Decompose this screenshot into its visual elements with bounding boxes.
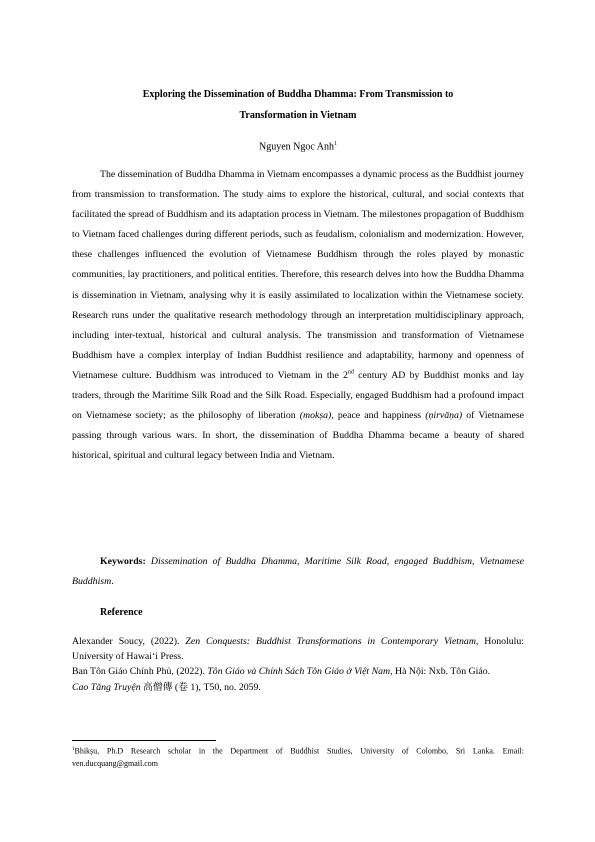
title-line-2: Transformation in Vietnam	[239, 110, 357, 121]
footnote-text: Bhikṣu, Ph.D Research scholar in the Department of Buddhist Studies, University of Colombo, Sri Lanka. Email: ven.ducquang@gmail.com	[72, 746, 524, 768]
abstract-paragraph	[72, 165, 524, 466]
reference-title: Zen Conquests: Buddhist Transformations in Contemporary Vietnam	[185, 636, 476, 647]
paper-title	[72, 84, 524, 126]
reference-item	[72, 664, 524, 679]
reference-item	[72, 634, 524, 664]
ordinal-superscript: nd	[347, 369, 354, 376]
footnote-mark: 1	[72, 747, 75, 752]
keywords-end: .	[111, 576, 114, 587]
footnote-rule	[72, 740, 216, 741]
abstract-text-2: century AD by Buddhist monks and lay traders, through the Maritime Silk Road and the Silk Road. Especially, engaged Buddhism had a profound impact on Vietnamese society; as the philosophy of liberation	[72, 369, 524, 422]
reference-heading: Reference	[100, 607, 143, 618]
reference-title: Cao Tăng Truyện	[72, 681, 141, 693]
reference-author: Alexander Soucy, (2022).	[72, 636, 186, 647]
reference-title: Tôn Giáo và Chính Sách Tôn Giáo ở Việt Nam	[207, 666, 391, 678]
reference-item	[72, 680, 524, 695]
author-line	[72, 137, 524, 154]
abstract-text-4: of Vietnamese passing through various wars. In short, the dissemination of Buddha Dhamma became a beauty of shared historical, spiritual and cultural legacy between India and Vietnam.	[72, 410, 525, 462]
reference-publisher: , Hà Nội: Nxb. Tôn Giáo.	[390, 666, 491, 678]
term-moksa: (mokṣa),	[299, 410, 334, 422]
abstract-text-1: The dissemination of Buddha Dhamma in Vietnam encompasses a dynamic process as the Buddhist journey from transmission to transformation. The study aims to explore the historical, cultural, and social contexts that facilitated the spread of Buddhism and its adaptation process in Vietnam. The milestones propagation of Buddhism to Vietnam faced challenges during different periods, such as feudalism, colonialism and modernization. However, these challenges influenced the evolution of Vietnamese Buddhism through the roles played by monastic communities, lay practitioners, and political entities. Therefore, this research delves into how the Buddha Dhamma is dissemination in Vietnam, analysing why it is easily assimilated to localization within the Vietnamese society. Research runs under the qualitative research methodology through an interpretation multidisciplinary approach, including inter-textual, historical and cultural analysis. The transmission and transformation of Vietnamese Buddhism have a complex interplay of Indian Buddhist resilience and adaptability, harmony and openness of Vietnamese culture. Buddhism was introduced to Vietnam in the 2	[72, 169, 524, 381]
title-line-1: Exploring the Dissemination of Buddha Dhamma: From Transmission to	[142, 89, 454, 100]
author-footnote-mark: 1	[334, 141, 337, 147]
author-name: Nguyen Ngoc Anh	[259, 141, 334, 153]
reference-publisher: 高僧傳 (卷 1), T50, no. 2059.	[140, 681, 261, 693]
keywords-label: Keywords:	[100, 556, 146, 567]
reference-list	[72, 634, 524, 695]
keywords-paragraph	[72, 552, 524, 592]
footnote	[72, 744, 524, 770]
reference-publisher: , Honolulu: University of Hawai‘i Press.	[72, 636, 524, 663]
keywords-list: Dissemination of Buddha Dhamma, Maritime Silk Road, engaged Buddhism, Vietnamese Buddhism	[72, 556, 524, 587]
term-nirvana: (ṇirvāṇa)	[425, 410, 463, 422]
reference-author: Ban Tôn Giáo Chính Phủ, (2022).	[72, 666, 208, 678]
abstract-text-3: peace and happiness	[333, 410, 426, 422]
